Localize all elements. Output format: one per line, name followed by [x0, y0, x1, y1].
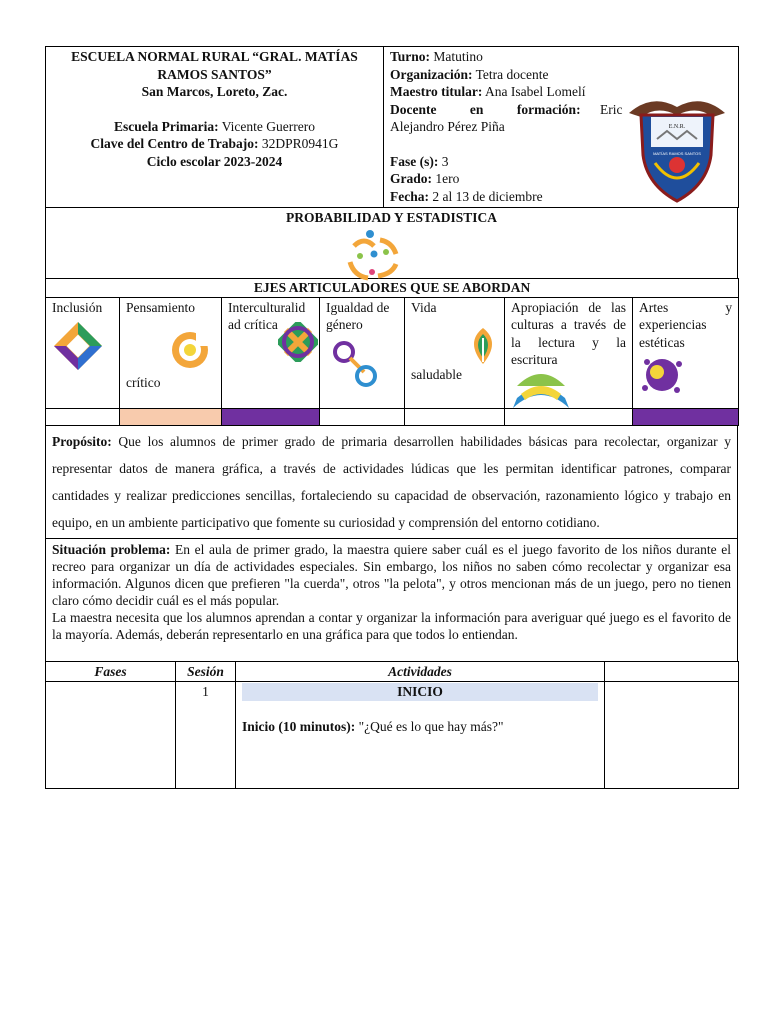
inclusion-icon	[52, 320, 104, 372]
eje-vida-saludable: Vida saludable	[405, 297, 505, 408]
subject-table	[45, 207, 738, 279]
fase-cell	[46, 682, 176, 789]
school-seal-cell	[629, 47, 739, 208]
situacion-text-1: En el aula de primer grado, la maestra quiere saber cuál es el juego favorito de los niños durante el recreo para organizar un día de actividades especiales. Sin embargo, los niños no saben cómo recolectar y organizar esa información. Algunos dicen que prefieren "la cuerda", otros "la pelota", y otros mencionan más de un juego, pero no tienen claro cómo decidir cuál es el más popular.	[52, 541, 732, 608]
docente-formacion: Docente en formación: Eric Alejandro Pérez Piña	[390, 101, 623, 134]
apropiacion-culturas-icon	[511, 368, 571, 412]
maestro-titular: Maestro titular: Ana Isabel Lomelí	[390, 84, 586, 99]
extra-cell	[605, 682, 739, 789]
header-table	[45, 46, 739, 208]
color-inclusion	[46, 408, 120, 425]
purpose-table	[45, 425, 738, 662]
fase: Fase (s): 3	[390, 153, 449, 169]
eje-interculturalidad: Interculturalidad crítica	[222, 297, 320, 408]
situacion-label: Situación problema:	[52, 541, 171, 557]
school-info-cell	[46, 47, 384, 208]
proposito-label: Propósito:	[52, 433, 112, 449]
subject-cell	[46, 208, 738, 279]
color-artes	[633, 408, 739, 425]
session-number: 1	[176, 682, 236, 789]
community-icon	[344, 228, 404, 284]
interculturalidad-icon	[278, 322, 318, 362]
activity-cell	[236, 682, 605, 789]
artes-icon	[637, 350, 687, 400]
eje-artes: Artes y experiencias estéticas	[633, 297, 739, 408]
svg-text:MATÍAS RAMOS SANTOS: MATÍAS RAMOS SANTOS	[652, 151, 701, 156]
primary-school: Escuela Primaria: Vicente Guerrero	[113, 118, 315, 134]
proposito-text: Que los alumnos de primer grado de primaria desarrollen habilidades básicas para recolectar, organizar y representar datos de manera gráfica, a través de actividades lúdicas que les permitan identificar patrones, comparar cantidades y realizar predicciones sencillas, fortaleciendo su capacidad de observación, razonamiento lógico y trabajo en equipo, en un ambiente participativo que fomente su curiosidad y comprensión del entorno cotidiano.	[52, 433, 731, 530]
color-interculturalidad	[222, 408, 320, 425]
planning-document	[45, 46, 738, 789]
inicio-activity: Inicio (10 minutos): "¿Qué es lo que hay más?"	[242, 718, 504, 734]
school-seal-icon	[627, 93, 727, 203]
cct: Clave del Centro de Trabajo: 32DPR0941G	[90, 136, 339, 151]
subject-title: PROBABILIDAD Y ESTADISTICA	[285, 210, 498, 225]
organizacion: Organización: Tetra docente	[390, 66, 549, 82]
situacion-cell	[46, 538, 738, 661]
color-vida	[405, 408, 505, 425]
school-name: ESCUELA NORMAL RURAL “GRAL. MATÍAS RAMOS SANTOS”	[71, 49, 358, 82]
col-fases: Fases	[46, 661, 176, 682]
eje-pensamiento: Pensamiento crítico	[120, 297, 222, 408]
igualdad-genero-icon	[330, 338, 380, 388]
eje-apropiacion: Apropiación de las culturas a través de la lectura y la escritura	[505, 297, 633, 408]
inicio-bar: INICIO	[242, 683, 598, 701]
teacher-info-cell	[384, 47, 629, 208]
situacion-text-2: La maestra necesita que los alumnos aprendan a contar y organizar la información para averiguar qué juego es el favorito de la mayoría. Además, deberán representarlo en una gráfica para que todos lo entiendan.	[52, 609, 731, 642]
svg-text:E.N.R.: E.N.R.	[668, 124, 685, 130]
color-pensamiento	[120, 408, 222, 425]
proposito-cell	[46, 425, 738, 538]
school-cycle: Ciclo escolar 2023-2024	[146, 153, 283, 169]
color-igualdad	[320, 408, 405, 425]
pensamiento-critico-icon	[168, 328, 212, 372]
turno: Turno: Matutino	[390, 49, 483, 64]
col-sesion: Sesión	[176, 661, 236, 682]
fecha: Fecha: 2 al 13 de diciembre	[390, 188, 543, 204]
col-actividades: Actividades	[236, 661, 605, 682]
eje-inclusion: Inclusión	[46, 297, 120, 408]
school-location: San Marcos, Loreto, Zac.	[141, 84, 288, 99]
col-extra	[605, 661, 739, 682]
grado: Grado: 1ero	[390, 171, 460, 186]
activities-table	[45, 661, 739, 790]
ejes-table	[45, 278, 739, 426]
ejes-title: EJES ARTICULADORES QUE SE ABORDAN	[46, 279, 739, 298]
vida-saludable-icon	[461, 324, 505, 368]
eje-igualdad: Igualdad de género	[320, 297, 405, 408]
